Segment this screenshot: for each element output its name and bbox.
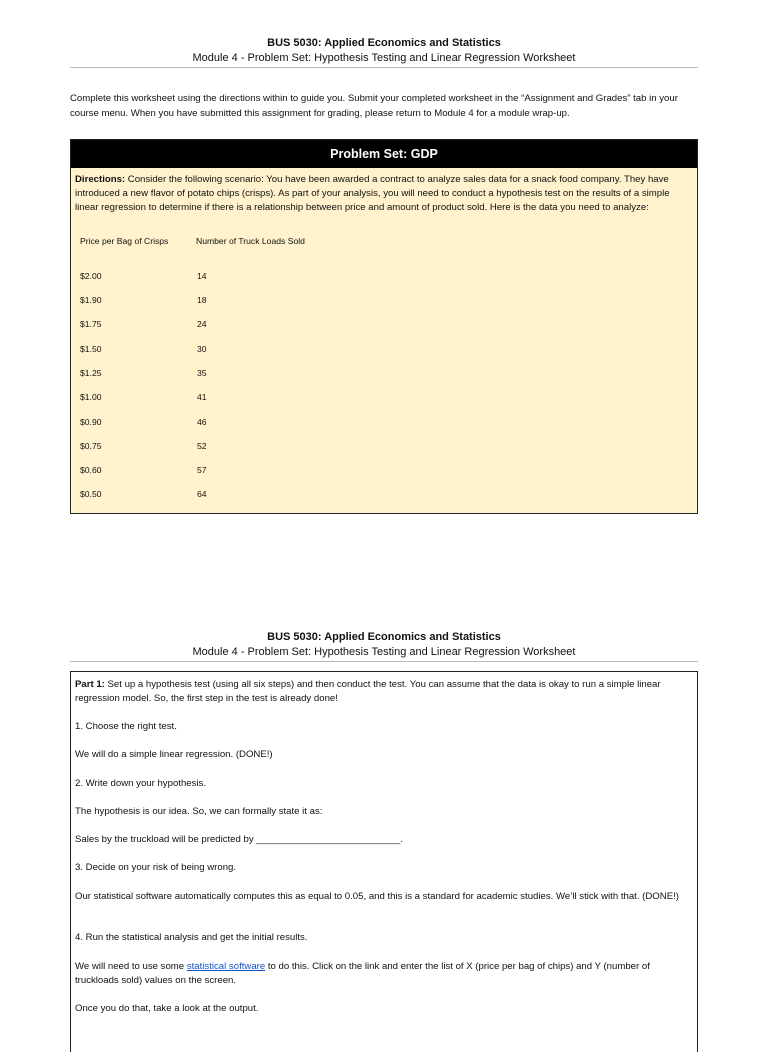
truckloads-cell: 30 bbox=[197, 344, 207, 354]
step-4-text-pre: We will need to use some bbox=[75, 961, 187, 972]
truckloads-cell: 35 bbox=[197, 368, 207, 378]
step-4-text bbox=[75, 960, 691, 988]
price-cell: $1.00 bbox=[80, 392, 102, 402]
price-cell: $2.00 bbox=[80, 271, 102, 281]
price-cell: $0.60 bbox=[80, 465, 102, 475]
truckloads-cell: 18 bbox=[197, 295, 207, 305]
truckloads-cell: 64 bbox=[197, 489, 207, 499]
problem-set-box bbox=[70, 139, 698, 514]
column-header-truckloads: Number of Truck Loads Sold bbox=[196, 236, 305, 246]
step-3-heading: 3. Decide on your risk of being wrong. bbox=[75, 862, 237, 873]
part1-intro bbox=[75, 678, 691, 706]
step-4-output: Once you do that, take a look at the output. bbox=[75, 1003, 259, 1014]
price-cell: $1.75 bbox=[80, 319, 102, 329]
part1-intro-text: Set up a hypothesis test (using all six steps) and then conduct the test. You can assume that the data is okay to run a simple linear regression model. So, the first step in the test is already done! bbox=[75, 679, 661, 704]
price-cell: $0.90 bbox=[80, 417, 102, 427]
module-title: Module 4 - Problem Set: Hypothesis Testing and Linear Regression Worksheet bbox=[192, 646, 576, 658]
step-3-text: Our statistical software automatically computes this as equal to 0.05, and this is a standard for academic studies. We’ll stick with that. (DONE!) bbox=[75, 891, 679, 902]
truckloads-cell: 24 bbox=[197, 319, 207, 329]
problem-set-title: Problem Set: GDP bbox=[71, 140, 697, 168]
part1-box bbox=[70, 671, 698, 1052]
price-cell: $1.50 bbox=[80, 344, 102, 354]
intro-text: Complete this worksheet using the directions within to guide you. Submit your completed worksheet in the “Assignment and Grades” tab in your course menu. When you have submitted this assignment for grading, please return to Module 4 for a module wrap-up. bbox=[70, 93, 678, 119]
step-2-text: The hypothesis is our idea. So, we can formally state it as: bbox=[75, 806, 323, 817]
price-cell: $0.50 bbox=[80, 489, 102, 499]
module-title: Module 4 - Problem Set: Hypothesis Testing and Linear Regression Worksheet bbox=[192, 52, 576, 64]
truckloads-cell: 57 bbox=[197, 465, 207, 475]
course-title: BUS 5030: Applied Economics and Statistics bbox=[267, 37, 501, 49]
truckloads-cell: 46 bbox=[197, 417, 207, 427]
step-1-answer: We will do a simple linear regression. (DONE!) bbox=[75, 749, 273, 760]
price-cell: $1.90 bbox=[80, 295, 102, 305]
header-divider bbox=[70, 661, 698, 662]
header-divider bbox=[70, 67, 698, 68]
step-4-heading: 4. Run the statistical analysis and get the initial results. bbox=[75, 932, 308, 943]
step-4-text-post: to do this. Click on the link and enter the list of X (price per bag of chips) and Y (number of truckloads sold) values on the screen. bbox=[75, 961, 650, 986]
step-2-heading: 2. Write down your hypothesis. bbox=[75, 778, 207, 789]
course-title: BUS 5030: Applied Economics and Statistics bbox=[267, 631, 501, 643]
truckloads-cell: 41 bbox=[197, 392, 207, 402]
column-header-price: Price per Bag of Crisps bbox=[80, 236, 169, 246]
step-1-heading: 1. Choose the right test. bbox=[75, 721, 177, 732]
directions-paragraph bbox=[75, 173, 691, 215]
step-2-blank: Sales by the truckload will be predicted by ___________________________. bbox=[75, 834, 404, 845]
truckloads-cell: 14 bbox=[197, 271, 207, 281]
part1-label: Part 1: bbox=[75, 679, 105, 690]
directions-text: Consider the following scenario: You have been awarded a contract to analyze sales data for a snack food company. They have introduced a new flavor of potato chips (crisps). As part of your analysis, you will need to conduct a hypothesis test on the results of a simple linear regression to determine if there is a relationship between price and amount of product sold. Here is the data you need to analyze: bbox=[75, 174, 670, 213]
price-cell: $1.25 bbox=[80, 368, 102, 378]
statistical-software-link[interactable]: statistical software bbox=[186, 961, 266, 972]
truckloads-cell: 52 bbox=[197, 441, 207, 451]
directions-label: Directions: bbox=[75, 174, 126, 185]
price-cell: $0.75 bbox=[80, 441, 102, 451]
